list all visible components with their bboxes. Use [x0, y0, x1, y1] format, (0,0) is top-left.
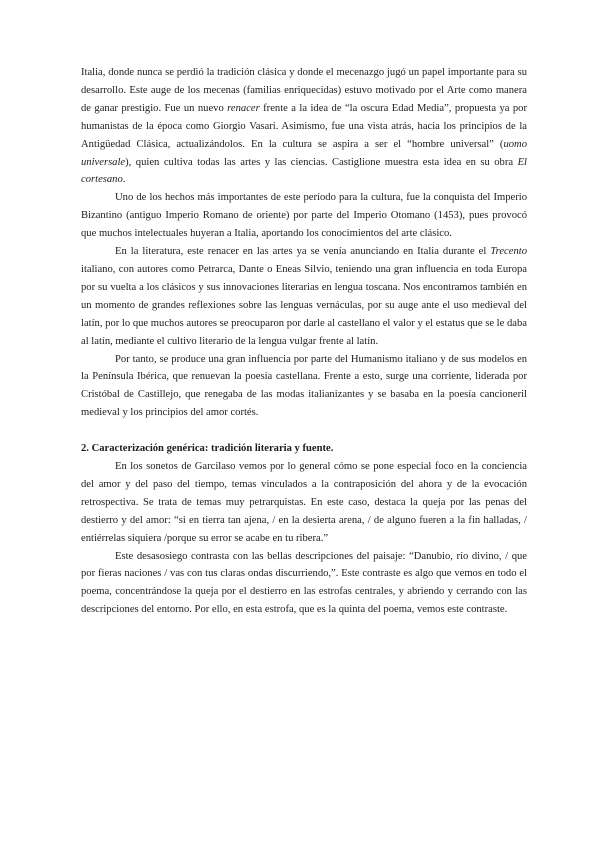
paragraph-renaissance-italy	[81, 64, 527, 189]
paragraph-literature	[81, 243, 527, 350]
section-heading: 2. Caracterización genérica: tradición literaria y fuente.	[81, 443, 334, 455]
text-run: En la literatura, este renacer en las artes ya se venía anunciando en Italia durante el	[115, 246, 491, 258]
paragraph-humanism-influence: Por tanto, se produce una gran influencia por parte del Humanismo italiano y de sus modelos en la Península Ibérica, que renuevan la poesía castellana. Frente a esto, surge una corriente, liderada por Cristóbal de Castillejo, que renegaba de las modas italianizantes y se basaba en la poesía cancioneril medieval y los principios del amor cortés.	[81, 353, 527, 419]
paragraph-sonnets: En los sonetos de Garcilaso vemos por lo general cómo se pone especial foco en la conciencia del amor y del paso del tiempo, temas vinculados a la contraposición del ahora y de la evocación retrospectiva. Se trata de temas muy petrarquistas. En este caso, destaca la queja por las penas del destierro y del amor: “si en tierra tan ajena, / en la desierta arena, / de alguno fueren a la fin halladas, / entiérrelas siquiera /porque su error se acabe en tu ribera.”	[81, 461, 527, 544]
text-run: ), quien cultiva todas las artes y las ciencias. Castiglione muestra esta idea en su obra	[125, 156, 518, 168]
italic-term-uomo-universale: uomo universale	[81, 138, 527, 168]
text-run: frente a la idea de “la oscura Edad Media”, propuesta ya por humanistas de la época como Giorgio Vasari. Asimismo, fue una vista atrás, hacia los principios de la Antigüedad Clásica, actualizándolos. En la cultura se aspira a ser el “hombre universal” (	[81, 102, 527, 150]
text-run: Italia, donde nunca se perdió la tradición clásica y donde el mecenazgo jugó un papel importante para su desarrollo. Este auge de los mecenas (familias enriquecidas) estuvo motivado por el Arte como manera de ganar prestigio. Fue un nuevo	[81, 67, 527, 114]
paragraph-landscape-contrast: Este desasosiego contrasta con las bellas descripciones del paisaje: “Danubio, río divino, / que por fieras naciones / vas con tus claras ondas discurriendo,”. Este contraste es algo que vemos en todo el poema, concentrándose la queja por el destierro en las estrofas centrales, y abriendo y cerrando con las descripciones del entorno. Por ello, en esta estrofa, que es la quinta del poema, vemos este contraste.	[81, 550, 527, 616]
text-run: italiano, con autores como Petrarca, Dante o Eneas Silvio, teniendo una gran influencia en toda Europa por su vuelta a los clásicos y sus innovaciones literarias en lengua toscana. Nos encontramos también en un momento de grandes reflexiones sobre las lenguas vernáculas, por su auge ante el uso medieval del latín, por lo que muchos autores se preocuparon por darle al castellano el valor y el estatus que se le daba al latín, mediante el cultivo literario de la lengua vulgar frente al latín.	[81, 263, 527, 347]
italic-title-el-cortesano: El cortesano	[81, 156, 527, 186]
italic-term-trecento: Trecento	[490, 246, 527, 258]
italic-term-renacer: renacer	[227, 102, 260, 114]
text-run: .	[122, 174, 126, 186]
document-body	[81, 64, 527, 619]
paragraph-byzantine-conquest: Uno de los hechos más importantes de este período para la cultura, fue la conquista del Imperio Bizantino (antiguo Imperio Romano de oriente) por parte del Imperio Otomano (1453), pues provocó que muchos intelectuales huyeran a Italia, aportando los conocimientos del arte clásico.	[81, 192, 527, 240]
